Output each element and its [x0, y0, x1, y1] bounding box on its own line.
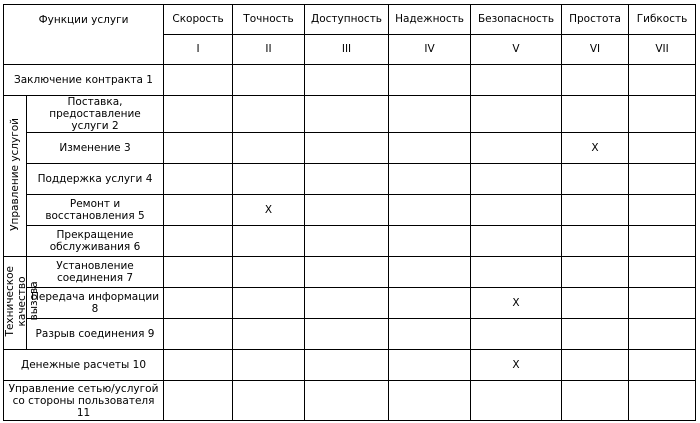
mark-cell	[629, 65, 696, 96]
mark-cell	[471, 65, 562, 96]
criterion-numeral: IV	[389, 35, 471, 65]
mark-cell	[233, 381, 305, 421]
mark-cell	[562, 96, 629, 133]
mark-cell	[389, 96, 471, 133]
mark-cell	[389, 350, 471, 381]
mark-cell	[305, 195, 389, 226]
criterion-numeral: I	[164, 35, 233, 65]
mark-cell	[164, 164, 233, 195]
mark-cell	[305, 350, 389, 381]
mark-cell	[164, 96, 233, 133]
function-label: Заключение контракта 1	[4, 65, 164, 96]
mark-cell	[629, 257, 696, 288]
function-row	[4, 226, 696, 257]
mark-cell	[471, 381, 562, 421]
mark-cell	[305, 96, 389, 133]
criterion-flexibility: Гибкость	[629, 5, 696, 35]
service-quality-matrix	[3, 4, 696, 421]
function-row	[4, 65, 696, 96]
function-label: Управление сетью/услугой со стороны пользователя 11	[4, 381, 164, 421]
mark-cell	[164, 195, 233, 226]
function-row	[4, 350, 696, 381]
mark-cell	[389, 65, 471, 96]
criterion-security: Безопасность	[471, 5, 562, 35]
criterion-numeral: III	[305, 35, 389, 65]
mark-cell	[471, 195, 562, 226]
mark-cell	[233, 226, 305, 257]
mark-cell	[305, 226, 389, 257]
mark-cell	[233, 133, 305, 164]
function-label: Изменение 3	[27, 133, 164, 164]
group-technical-quality	[4, 257, 41, 350]
mark-cell	[233, 319, 305, 350]
criterion-numeral: II	[233, 35, 305, 65]
criterion-speed: Скорость	[164, 5, 233, 35]
mark-cell	[471, 164, 562, 195]
mark-cell	[305, 65, 389, 96]
mark-cell	[389, 257, 471, 288]
function-label: Прекращение обслуживания 6	[27, 226, 164, 257]
mark-cell	[562, 226, 629, 257]
mark-cell	[164, 288, 233, 319]
mark-cell: X	[471, 288, 562, 319]
group-label: Техническое качество вызова	[4, 266, 41, 337]
criteria-header-row	[4, 5, 696, 35]
mark-cell	[562, 319, 629, 350]
mark-cell	[389, 195, 471, 226]
mark-cell: X	[562, 133, 629, 164]
function-row	[4, 257, 696, 288]
function-label: Установление соединения 7	[27, 257, 164, 288]
mark-cell	[471, 133, 562, 164]
function-row	[4, 288, 696, 319]
mark-cell	[471, 257, 562, 288]
criterion-numeral: V	[471, 35, 562, 65]
function-row	[4, 96, 696, 133]
function-label: Разрыв соединения 9	[27, 319, 164, 350]
group-service-management	[4, 96, 27, 257]
mark-cell	[233, 288, 305, 319]
mark-cell	[164, 65, 233, 96]
mark-cell	[629, 319, 696, 350]
mark-cell	[629, 288, 696, 319]
mark-cell	[629, 195, 696, 226]
mark-cell	[562, 288, 629, 319]
function-label: Передача информации 8	[27, 288, 164, 319]
function-label: Поставка, предоставление услуги 2	[27, 96, 164, 133]
mark-cell	[629, 350, 696, 381]
mark-cell	[629, 96, 696, 133]
function-label: Ремонт и восстановления 5	[27, 195, 164, 226]
mark-cell	[562, 350, 629, 381]
function-row	[4, 164, 696, 195]
mark-cell	[562, 164, 629, 195]
mark-cell	[164, 133, 233, 164]
mark-cell	[471, 96, 562, 133]
mark-cell	[233, 350, 305, 381]
mark-cell	[389, 133, 471, 164]
mark-cell	[233, 96, 305, 133]
mark-cell	[389, 226, 471, 257]
mark-cell: X	[471, 350, 562, 381]
mark-cell	[233, 257, 305, 288]
mark-cell	[562, 381, 629, 421]
criterion-numeral: VI	[562, 35, 629, 65]
mark-cell	[562, 65, 629, 96]
function-row	[4, 195, 696, 226]
mark-cell	[233, 164, 305, 195]
mark-cell: X	[233, 195, 305, 226]
mark-cell	[164, 257, 233, 288]
mark-cell	[629, 164, 696, 195]
mark-cell	[305, 381, 389, 421]
mark-cell	[629, 133, 696, 164]
mark-cell	[389, 288, 471, 319]
group-label: Управление услугой	[8, 118, 21, 231]
mark-cell	[164, 381, 233, 421]
mark-cell	[562, 195, 629, 226]
mark-cell	[389, 164, 471, 195]
criterion-numeral: VII	[629, 35, 696, 65]
mark-cell	[164, 319, 233, 350]
criterion-reliability: Надежность	[389, 5, 471, 35]
mark-cell	[305, 288, 389, 319]
mark-cell	[629, 226, 696, 257]
mark-cell	[164, 350, 233, 381]
mark-cell	[233, 65, 305, 96]
mark-cell	[471, 226, 562, 257]
criterion-simplicity: Простота	[562, 5, 629, 35]
mark-cell	[305, 133, 389, 164]
criterion-accuracy: Точность	[233, 5, 305, 35]
functions-header: Функции услуги	[4, 5, 164, 65]
mark-cell	[471, 319, 562, 350]
function-label: Поддержка услуги 4	[27, 164, 164, 195]
mark-cell	[389, 381, 471, 421]
function-row	[4, 381, 696, 421]
mark-cell	[389, 319, 471, 350]
function-label: Денежные расчеты 10	[4, 350, 164, 381]
mark-cell	[164, 226, 233, 257]
function-row	[4, 133, 696, 164]
mark-cell	[562, 257, 629, 288]
criterion-availability: Доступность	[305, 5, 389, 35]
mark-cell	[629, 381, 696, 421]
mark-cell	[305, 319, 389, 350]
mark-cell	[305, 257, 389, 288]
mark-cell	[305, 164, 389, 195]
function-row	[4, 319, 696, 350]
